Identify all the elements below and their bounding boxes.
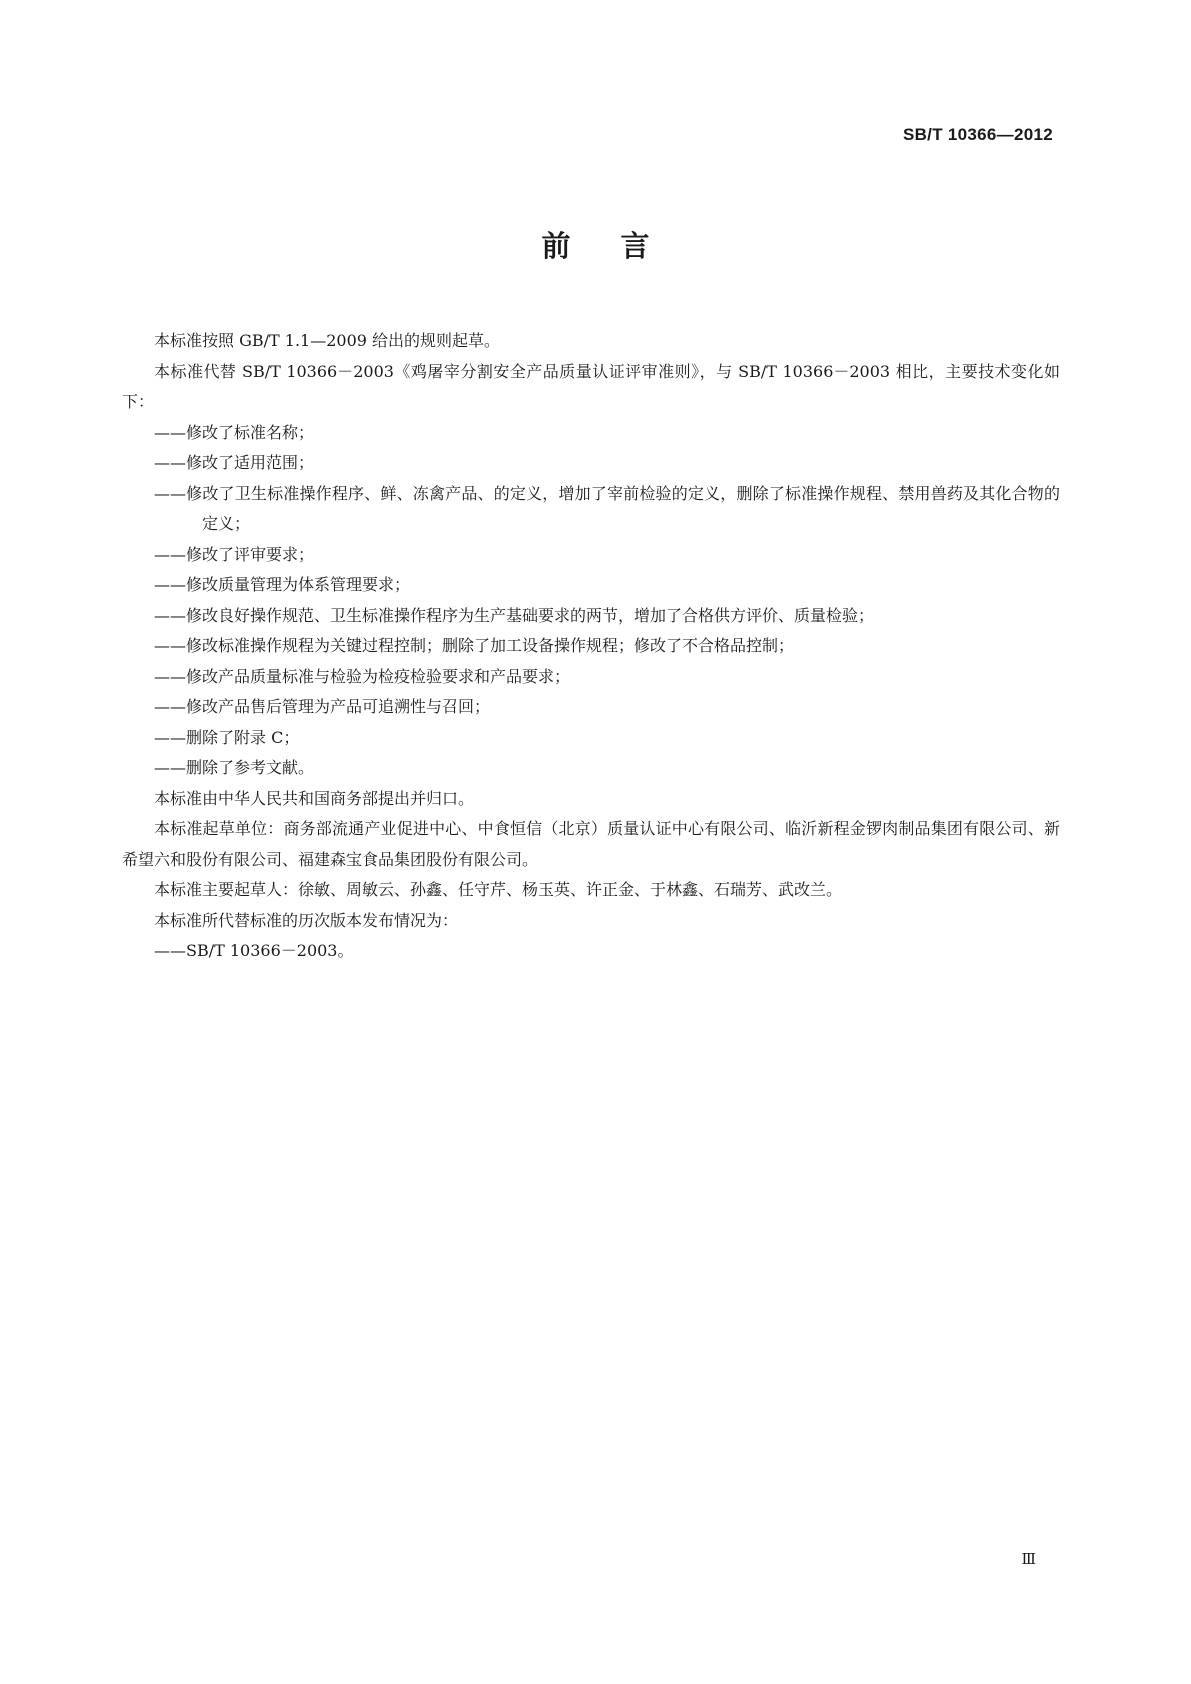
page-title: 前言 [541, 229, 700, 263]
paragraph-proposer: 本标准由中华人民共和国商务部提出并归口。 [154, 788, 475, 808]
paragraph-drafters: 本标准主要起草人：徐敏、周敏云、孙鑫、任守芹、杨玉英、许正金、于林鑫、石瑞芳、武改兰。 [154, 880, 843, 899]
change-item: ——修改了评审要求； [154, 544, 315, 564]
standard-code: SB/T 10366—2012 [902, 125, 1053, 144]
page-number: Ⅲ [1021, 1552, 1036, 1568]
foreword-body [122, 326, 1060, 967]
paragraph-drafting-units: 本标准起草单位：商务部流通产业促进中心、中食恒信（北京）质量认证中心有限公司、临沂新程金锣肉制品集团有限公司、新希望六和股份有限公司、福建森宝食品集团股份有限公司。 [122, 819, 1060, 869]
change-item: ——删除了参考文献。 [154, 758, 315, 777]
change-item: ——修改了适用范围； [154, 453, 315, 472]
change-item: ——修改质量管理为体系管理要求； [154, 575, 411, 594]
change-item: ——修改了标准名称； [154, 422, 315, 442]
history-item: ——SB/T 10366－2003。 [154, 941, 354, 960]
change-item: ——修改产品售后管理为产品可追溯性与召回； [154, 697, 491, 716]
paragraph-replacement: 本标准代替 SB/T 10366－2003《鸡屠宰分割安全产品质量认证评审准则》，与 SB/T 10366－2003 相比，主要技术变化如下： [122, 361, 1060, 411]
change-item: ——修改了卫生标准操作程序、鲜、冻禽产品、的定义，增加了宰前检验的定义，删除了标准操作规程、禁用兽药及其化合物的定义； [154, 483, 1060, 533]
change-item: ——删除了附录 C； [154, 727, 300, 747]
change-item: ——修改产品质量标准与检验为检疫检验要求和产品要求； [154, 666, 571, 686]
paragraph-drafting-rules: 本标准按照 GB/T 1.1—2009 给出的规则起草。 [154, 331, 501, 350]
paragraph-version-history: 本标准所代替标准的历次版本发布情况为： [154, 910, 459, 930]
change-item: ——修改标准操作规程为关键过程控制；删除了加工设备操作规程；修改了不合格品控制； [154, 636, 795, 655]
change-item: ——修改良好操作规范、卫生标准操作程序为生产基础要求的两节，增加了合格供方评价、质量检验； [154, 605, 875, 625]
